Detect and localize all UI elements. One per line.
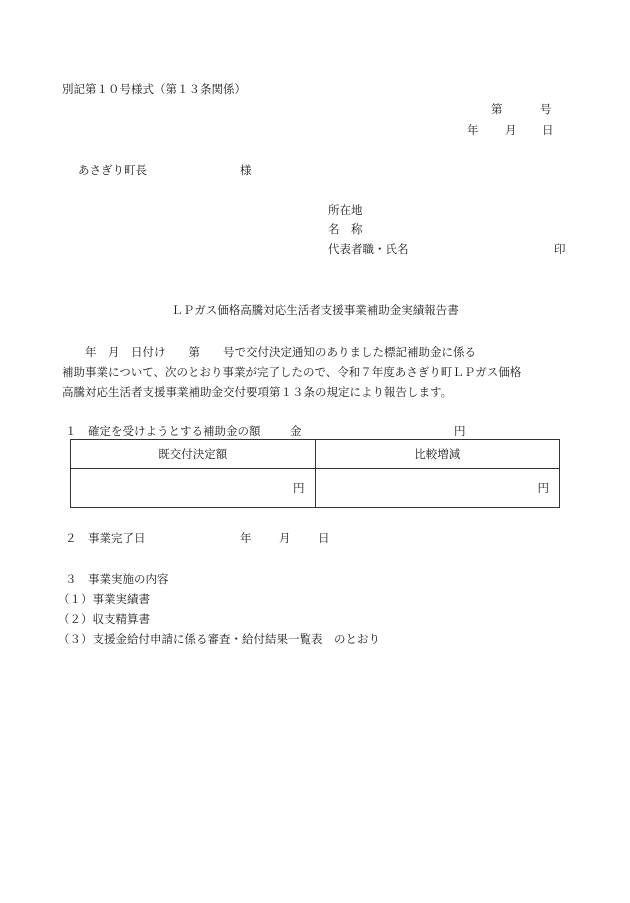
section1-number: １ (65, 424, 77, 438)
table-header-cell: 既交付決定額 (71, 440, 316, 469)
date-month: 月 (505, 123, 517, 137)
section2-number: ２ (65, 531, 77, 545)
table-header-cell: 比較増減 (315, 440, 560, 469)
table-row (71, 469, 560, 508)
seal-mark: 印 (554, 242, 566, 256)
table-cell-difference: 円 (315, 469, 560, 508)
form-label: 別記第１０号様式（第１３条関係） (62, 82, 246, 96)
section3-item: （１）事業実績書 (58, 592, 150, 606)
body-line: 高騰対応生活者支援事業補助金交付要項第１３条の規定により報告します。 (62, 385, 453, 399)
section3-number: ３ (65, 572, 77, 586)
section2-year: 年 (240, 531, 252, 545)
section2-label: 事業完了日 (88, 531, 146, 545)
body-line: 年 月 日付け 第 号で交付決定通知のありました標記補助金に係る (62, 345, 476, 359)
document-title: ＬＰガス価格高騰対応生活者支援事業補助金実績報告書 (171, 303, 459, 317)
date-year: 年 (467, 123, 479, 137)
section1-amount-prefix: 金 (290, 424, 302, 438)
section1-unit: 円 (454, 424, 466, 438)
table-header-row (71, 440, 560, 469)
table-cell-decided-amount: 円 (71, 469, 316, 508)
applicant-rep-label: 代表者職・氏名 (328, 242, 409, 256)
amount-table (70, 439, 560, 508)
section1-label: 確定を受けようとする補助金の額 (88, 424, 261, 438)
applicant-name-label: 名 称 (328, 222, 363, 236)
section3-item: （２）収支精算書 (58, 612, 150, 626)
doc-number-suffix: 号 (540, 102, 552, 116)
date-day: 日 (542, 123, 554, 137)
addressee-honorific: 様 (240, 163, 252, 177)
body-line: 補助事業について、次のとおり事業が完了したので、令和７年度あさぎり町ＬＰガス価格 (62, 365, 522, 379)
section3-item: （３）支援金給付申請に係る審査・給付結果一覧表 のとおり (58, 632, 380, 646)
applicant-address-label: 所在地 (328, 203, 363, 217)
section2-month: 月 (279, 531, 291, 545)
section3-label: 事業実施の内容 (88, 572, 169, 586)
body-paragraph (62, 342, 568, 402)
doc-number-prefix: 第 (491, 102, 503, 116)
addressee-name: あさぎり町長 (78, 163, 147, 177)
section2-day: 日 (318, 531, 330, 545)
